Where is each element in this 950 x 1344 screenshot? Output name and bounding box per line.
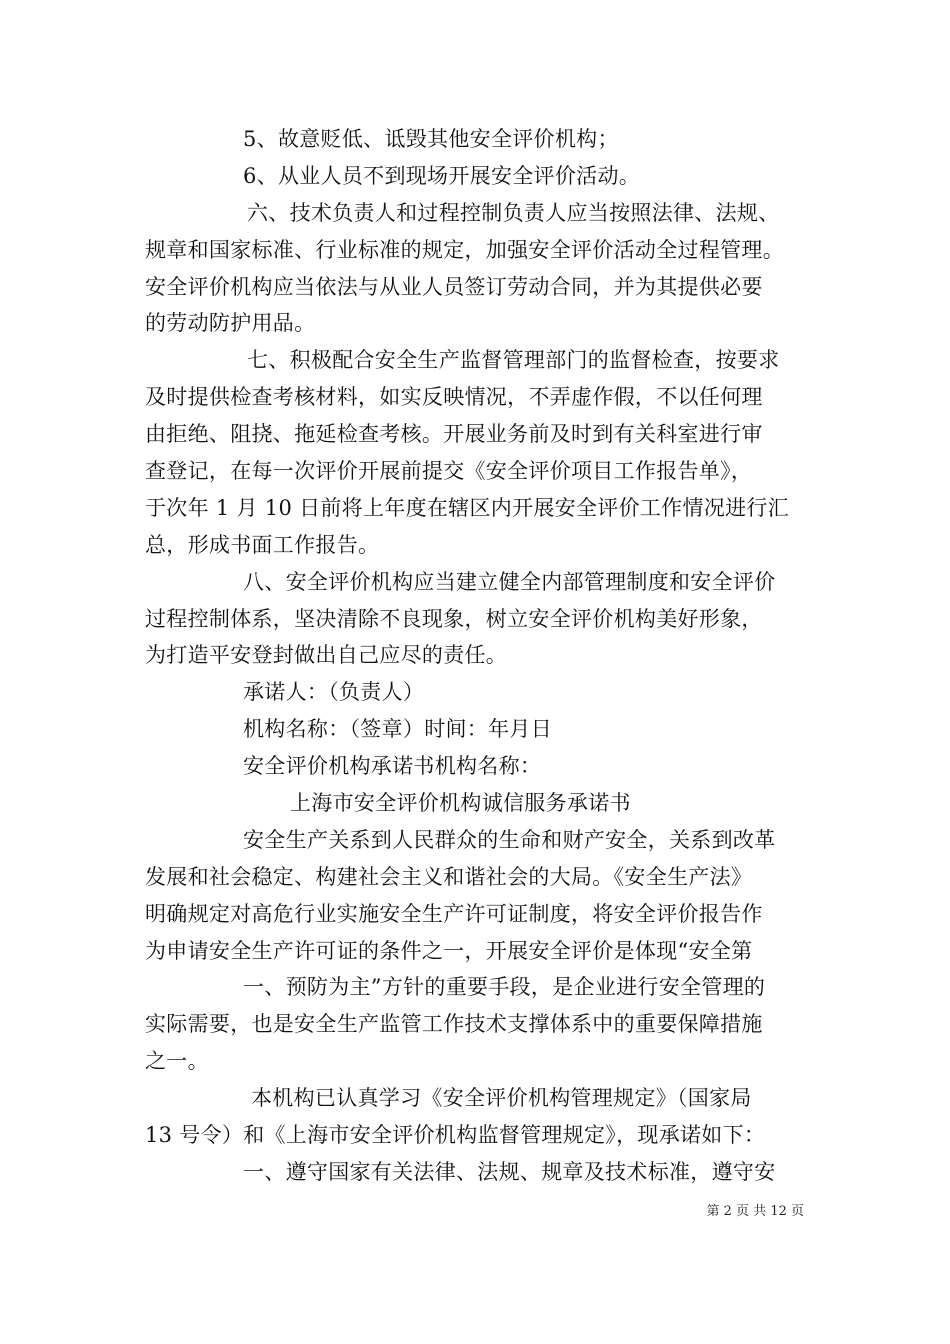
paragraph-line: 为申请安全生产许可证的条件之一，开展安全评价是体现“安全第 (145, 938, 753, 963)
organization-line: 机构名称：（签章）时间：年月日 (243, 717, 552, 742)
paragraph-line: 安全生产关系到人民群众的生命和财产安全，关系到改革 (243, 827, 776, 852)
paragraph-line: 明确规定对高危行业实施安全生产许可证制度，将安全评价报告作 (145, 901, 763, 926)
paragraph-line: 为打造平安登封做出自己应尽的责任。 (145, 643, 508, 668)
section-label: 安全评价机构承诺书机构名称： (243, 754, 542, 779)
document-body (145, 121, 807, 1191)
paragraph-line: 查登记，在每一次评价开展前提交《安全评价项目工作报告单》， (145, 459, 753, 484)
paragraph-line: 实际需要，也是安全生产监管工作技术支撑体系中的重要保障措施 (145, 1012, 763, 1037)
paragraph-line: 及时提供检查考核材料，如实反映情况，不弄虚作假，不以任何理 (145, 385, 763, 410)
paragraph-line: 七、积极配合安全生产监督管理部门的监督检查，按要求 (247, 348, 780, 373)
paragraph-line: 的劳动防护用品。 (145, 311, 316, 336)
paragraph-line: 总，形成书面工作报告。 (145, 532, 380, 557)
section-title: 上海市安全评价机构诚信服务承诺书 (290, 791, 631, 816)
paragraph-line: 一、遵守国家有关法律、法规、规章及技术标准，遵守安 (243, 1159, 776, 1184)
paragraph-line: 13 号令）和《上海市安全评价机构监督管理规定》，现承诺如下： (145, 1123, 766, 1148)
paragraph-line: 6、从业人员不到现场开展安全评价活动。 (243, 163, 641, 188)
paragraph-line: 一、预防为主”方针的重要手段，是企业进行安全管理的 (243, 975, 766, 1000)
paragraph-line: 5、故意贬低、诋毁其他安全评价机构； (243, 127, 619, 151)
paragraph-line: 规章和国家标准、行业标准的规定，加强安全评价活动全过程管理。 (145, 237, 784, 262)
paragraph-line: 本机构已认真学习《安全评价机构管理规定》（国家局 (251, 1086, 752, 1111)
paragraph-line: 之一。 (145, 1049, 209, 1074)
paragraph-line: 过程控制体系，坚决清除不良现象，树立安全评价机构美好形象， (145, 606, 763, 631)
signatory-line: 承诺人：（负责人） (243, 680, 425, 705)
paragraph-line: 于次年 1 月 10 日前将上年度在辖区内开展安全评价工作情况进行汇 (145, 495, 789, 520)
paragraph-line: 六、技术负责人和过程控制负责人应当按照法律、法规、 (247, 200, 780, 225)
paragraph-line: 由拒绝、阻挠、拖延检查考核。开展业务前及时到有关科室进行审 (145, 422, 763, 447)
paragraph-line: 安全评价机构应当依法与从业人员签订劳动合同，并为其提供必要 (145, 274, 763, 299)
paragraph-line: 发展和社会稳定、构建社会主义和谐社会的大局。《安全生产法》 (145, 864, 753, 889)
paragraph-line: 八、安全评价机构应当建立健全内部管理制度和安全评价 (243, 569, 776, 594)
page-number: 第 2 页 共 12 页 (706, 1204, 804, 1219)
